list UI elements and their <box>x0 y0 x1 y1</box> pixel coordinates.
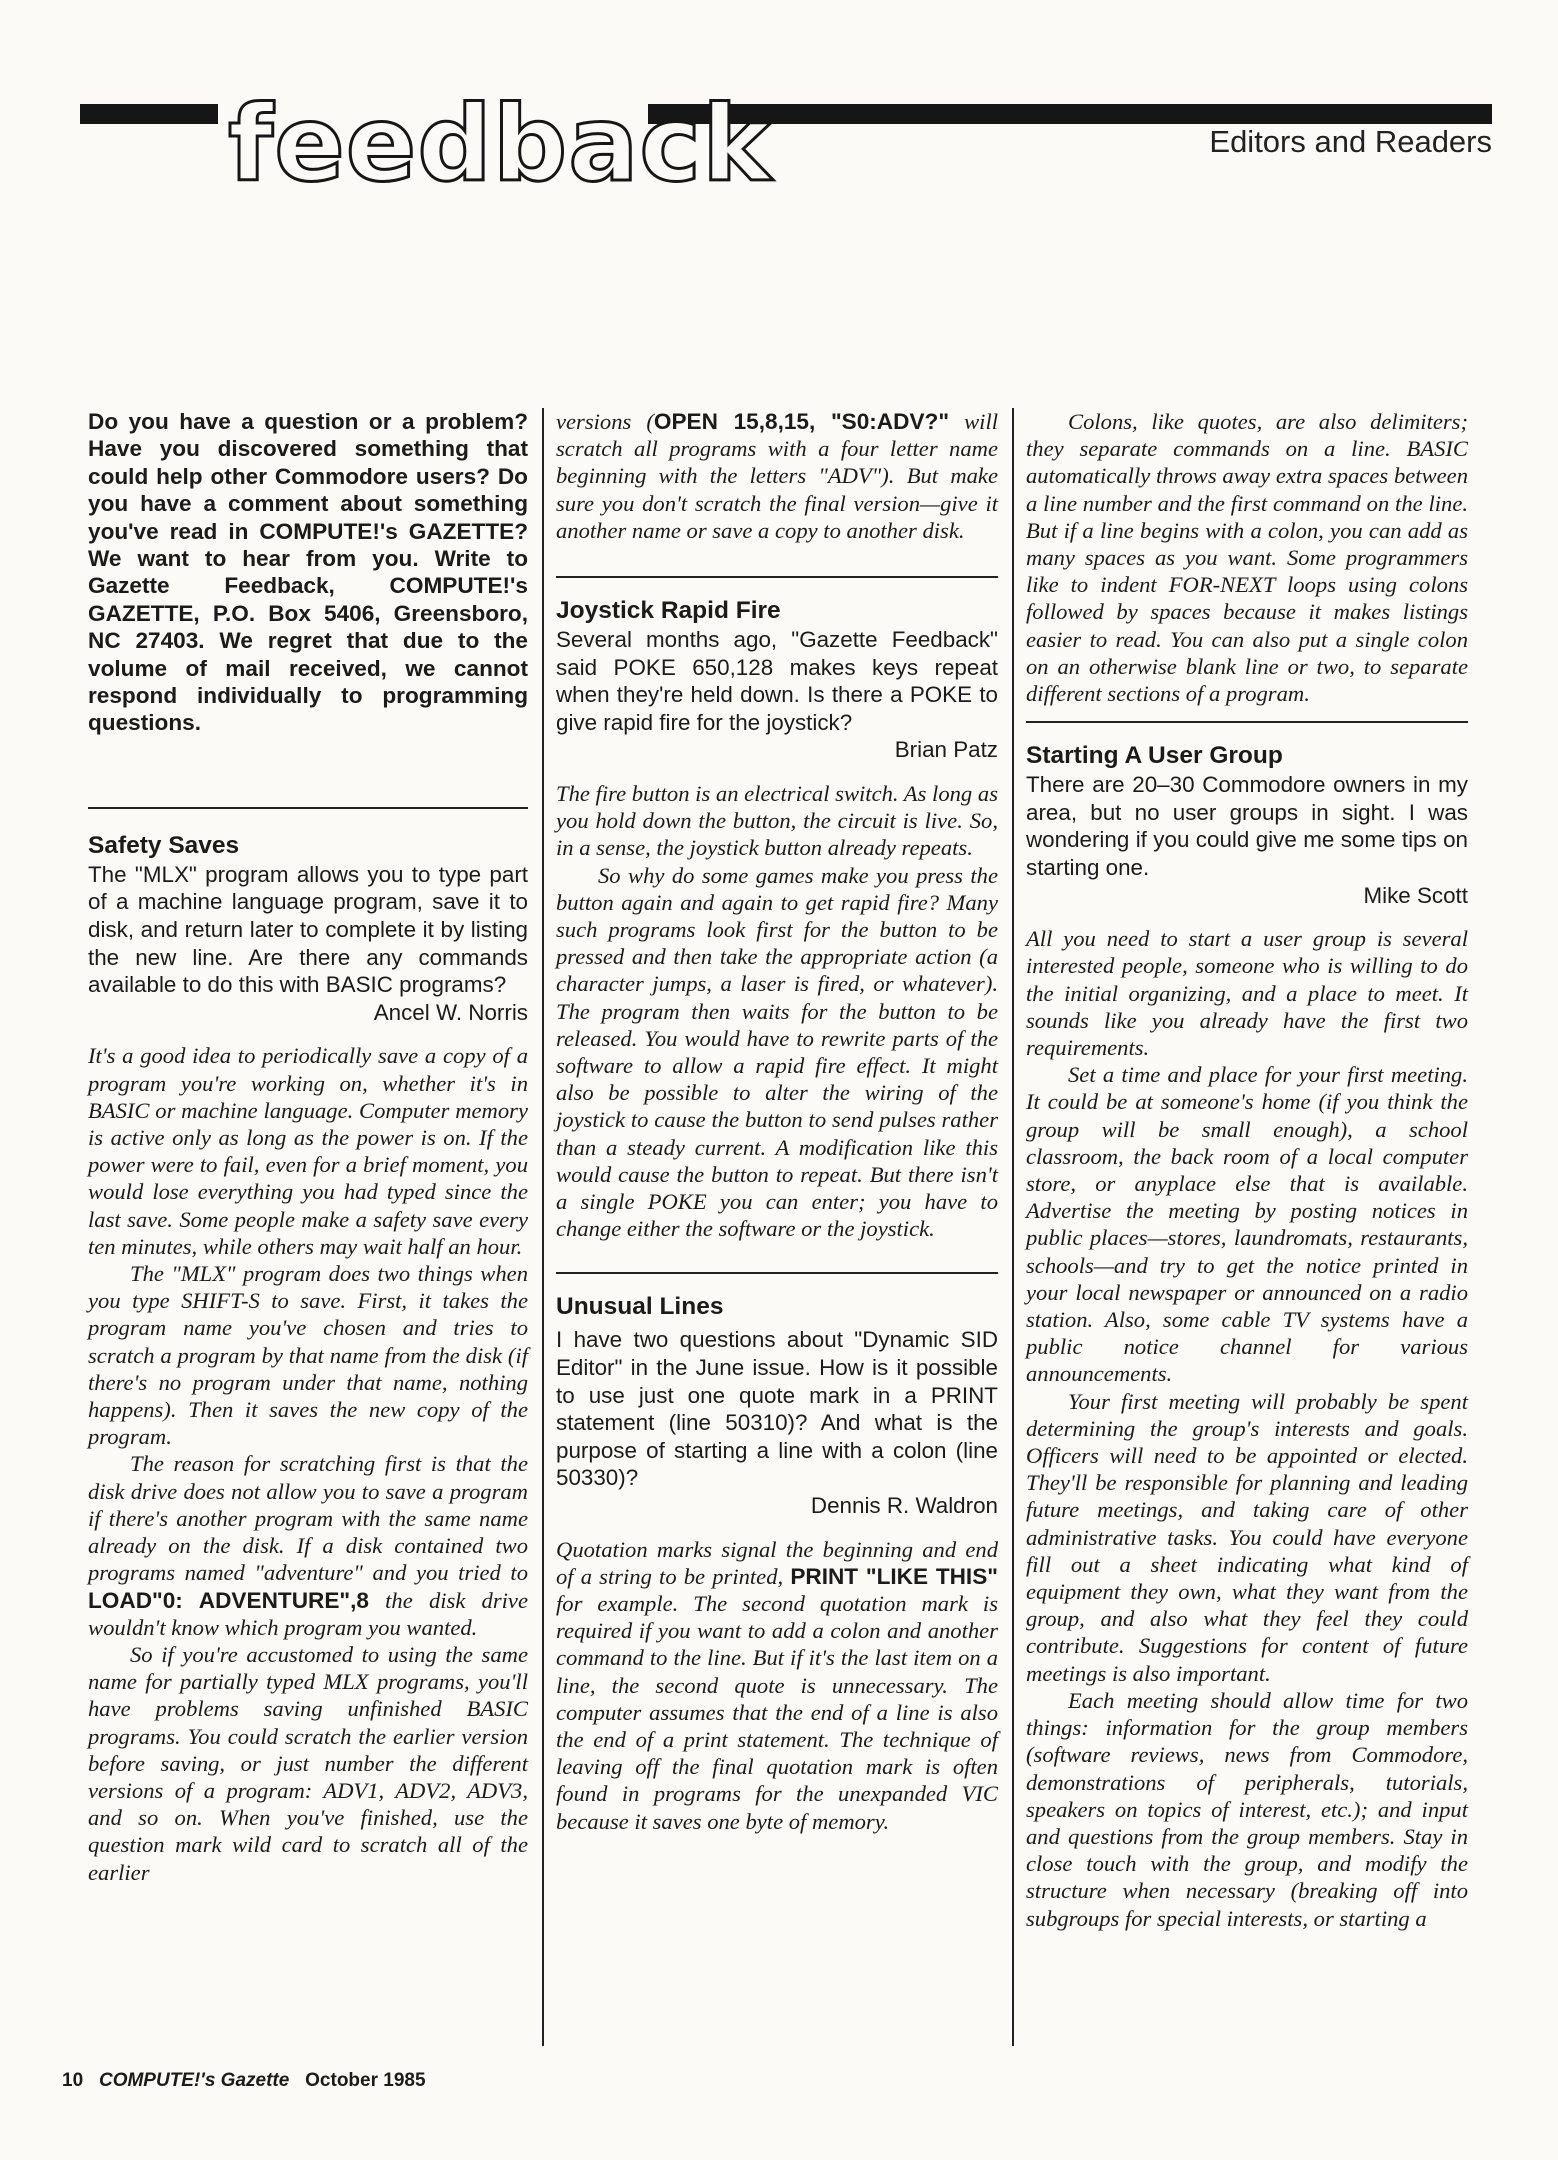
answer-paragraph: Colons, like quotes, are also delimiters; they separate commands on a line. BASIC automatically throws away extra spaces between a line number and the first command on the line. But if a line begins with a colon, you can add as many spaces as you want. Some programmers like to indent FOR-NEXT loops using colons followed by spaces because it makes listings easier to read. You can also put a single colon on an otherwise blank line or two, to separate different sections of a program. <box>1026 409 1468 707</box>
signature-safety: Ancel W. Norris <box>373 999 528 1025</box>
answer-paragraph: The reason for scratching first is that the disk drive does not allow you to save a program if there's another program with the same name already on the disk. If a disk contained two programs named "adventure" and you tried to LOAD"0: ADVENTURE",8 the disk drive wouldn't know which program you wanted. <box>88 1451 528 1640</box>
page-number: 10 <box>62 2070 84 2091</box>
answer-paragraph: The "MLX" program does two things when you type SHIFT-S to save. First, it takes the program name you've chosen and tries to scratch a program by that name from the disk (if there's no program under that name, nothing happens). Then it saves the new copy of the program. <box>88 1261 528 1450</box>
feedback-logo: feedback <box>228 83 773 205</box>
section-title-joystick: Joystick Rapid Fire <box>556 597 781 625</box>
section-title-unusual: Unusual Lines <box>556 1293 724 1321</box>
answer-paragraph: It's a good idea to periodically save a copy of a program you're working on, whether it's in BASIC or machine language. Computer memory is active only as long as the power is on. If the power were to fail, even for a brief moment, you would lose everything you had typed since the last save. Some people make a safety save every ten minutes, while others may wait half an hour. <box>88 1043 528 1259</box>
section-title-safety: Safety Saves <box>88 831 240 859</box>
answer-safety-continued <box>556 408 998 544</box>
header-subtitle: Editors and Readers <box>1209 124 1492 159</box>
letter-unusual: I have two questions about "Dynamic SID Editor" in the June issue. How is it possible to use just one quote mark in a PRINT statement (line 50310)? And what is the purpose of starting a line with a colon (line 50330)? <box>556 1327 998 1491</box>
answer-paragraph: Set a time and place for your first meeting. It could be at someone's home (if you think the group will be small enough), a school classroom, the back room of a local computer store, or anyplace else that is available. Advertise the meeting by posting notices in public places—stores, laundromats, restaurants, schools—and try to get the notice printed in your local newspaper or announced on a radio station. Also, some cable TV systems have a public notice channel for various announcements. <box>1026 1062 1468 1387</box>
answer-unusual <box>556 1536 998 1835</box>
letter-safety: The "MLX" program allows you to type part of a machine language program, save it to disk, and return later to complete it by listing the new line. Are there any commands available to do this with BASIC programs? <box>88 861 528 998</box>
column-divider-1 <box>542 408 544 2046</box>
column-divider-2 <box>1012 408 1014 2046</box>
column-2 <box>556 408 998 2056</box>
answer-safety <box>88 1042 528 1885</box>
answer-usergroup <box>1026 925 1468 1932</box>
answer-paragraph: So if you're accustomed to using the same name for partially typed MLX programs, you'll have problems saving unfinished BASIC programs. You could scratch the earlier version before saving, or just number the different versions of a program: ADV1, ADV2, ADV3, and so on. When you've finished, use the question mark wild card to scratch all of the earlier <box>88 1641 528 1885</box>
issue-date: October 1985 <box>305 2070 426 2091</box>
magazine-name: COMPUTE!'s Gazette <box>98 2070 290 2091</box>
answer-paragraph: Your first meeting will probably be spent determining the group's interests and goals. Officers will need to be appointed or elected. They'll be responsible for planning and leading future meetings, and taking care of other administrative tasks. You could have everyone fill out a sheet indicating what kind of equipment they own, what they want from the group, and also what they feel they could contribute. Suggestions for content of future meetings is also important. <box>1026 1388 1468 1686</box>
answer-joystick <box>556 780 998 1242</box>
section-title-usergroup: Starting A User Group <box>1026 742 1283 770</box>
page-footer <box>62 2070 426 2092</box>
answer-paragraph: The fire button is an electrical switch. As long as you hold down the button, the circuit is live. So, in a sense, the joystick button already repeats. <box>556 780 998 861</box>
answer-paragraph: Quotation marks signal the beginning and end of a string to be printed, PRINT "LIKE THIS" for example. The second quotation mark is required if you want to add a colon and another command to the line. But if it's the last item on a line, the second quote is unnecessary. The computer assumes that the end of a line is also the end of a print statement. The technique of leaving off the final quotation mark is often found in programs for the unexpanded VIC because it saves one byte of memory. <box>556 1536 998 1834</box>
column-1 <box>88 408 528 2056</box>
answer-paragraph: Each meeting should allow time for two things: information for the group members (software reviews, news from Commodore, demonstrations of peripherals, tutorials, speakers on topics of interest, etc.); and input and questions from the group members. Stay in close touch with the group, and modify the structure when necessary (breaking off into subgroups for special interests, or starting a <box>1026 1687 1468 1931</box>
letter-joystick: Several months ago, "Gazette Feedback" said POKE 650,128 makes keys repeat when they're held down. Is there a POKE to give rapid fire for the joystick? <box>556 627 998 735</box>
answer-paragraph: versions (OPEN 15,8,15, "S0:ADV?" will scratch all programs with a four letter name beginning with the letters "ADV"). But make sure you don't scratch the final version—give it another name or save a copy to another disk. <box>556 409 998 543</box>
open-command: OPEN 15,8,15, "S0:ADV?" <box>653 409 950 434</box>
answer-paragraph: All you need to start a user group is several interested people, someone who is willing to do the initial organizing, and a place to meet. It sounds like you already have the first two requirements. <box>1026 926 1468 1061</box>
letter-usergroup: There are 20–30 Commodore owners in my area, but no user groups in sight. I was wondering if you could give me some tips on starting one. <box>1026 772 1468 881</box>
signature-joystick: Brian Patz <box>894 737 998 763</box>
answer-unusual-continued <box>1026 408 1468 707</box>
signature-unusual: Dennis R. Waldron <box>810 1493 998 1518</box>
print-command: PRINT "LIKE THIS" <box>790 1563 998 1589</box>
intro-paragraph: Do you have a question or a problem? Have you discovered something that could help other Commodore users? Do you have a comment about something you've read in COMPUTE!'s GAZETTE? We want to hear from you. Write to Gazette Feedback, COMPUTE!'s GAZETTE, P.O. Box 5406, Greensboro, NC 27403. We regret that due to the volume of mail received, we cannot respond individually to programming questions. <box>88 409 528 736</box>
column-3 <box>1026 408 1468 2056</box>
signature-usergroup: Mike Scott <box>1363 882 1468 908</box>
answer-paragraph: So why do some games make you press the button again and again to get rapid fire? Many such programs look first for the button to be pressed and then take the appropriate action (a character jumps, a laser is fired, or whatever). The program then waits for the button to be released. You would have to rewrite parts of the software to allow a rapid fire effect. It might also be possible to alter the wiring of the joystick to cause the button to send pulses rather than a steady current. A modification like this would cause the button to repeat. But there isn't a single POKE you can enter; you have to change either the software or the joystick. <box>556 862 998 1242</box>
load-command: LOAD"0: ADVENTURE",8 <box>88 1587 369 1613</box>
